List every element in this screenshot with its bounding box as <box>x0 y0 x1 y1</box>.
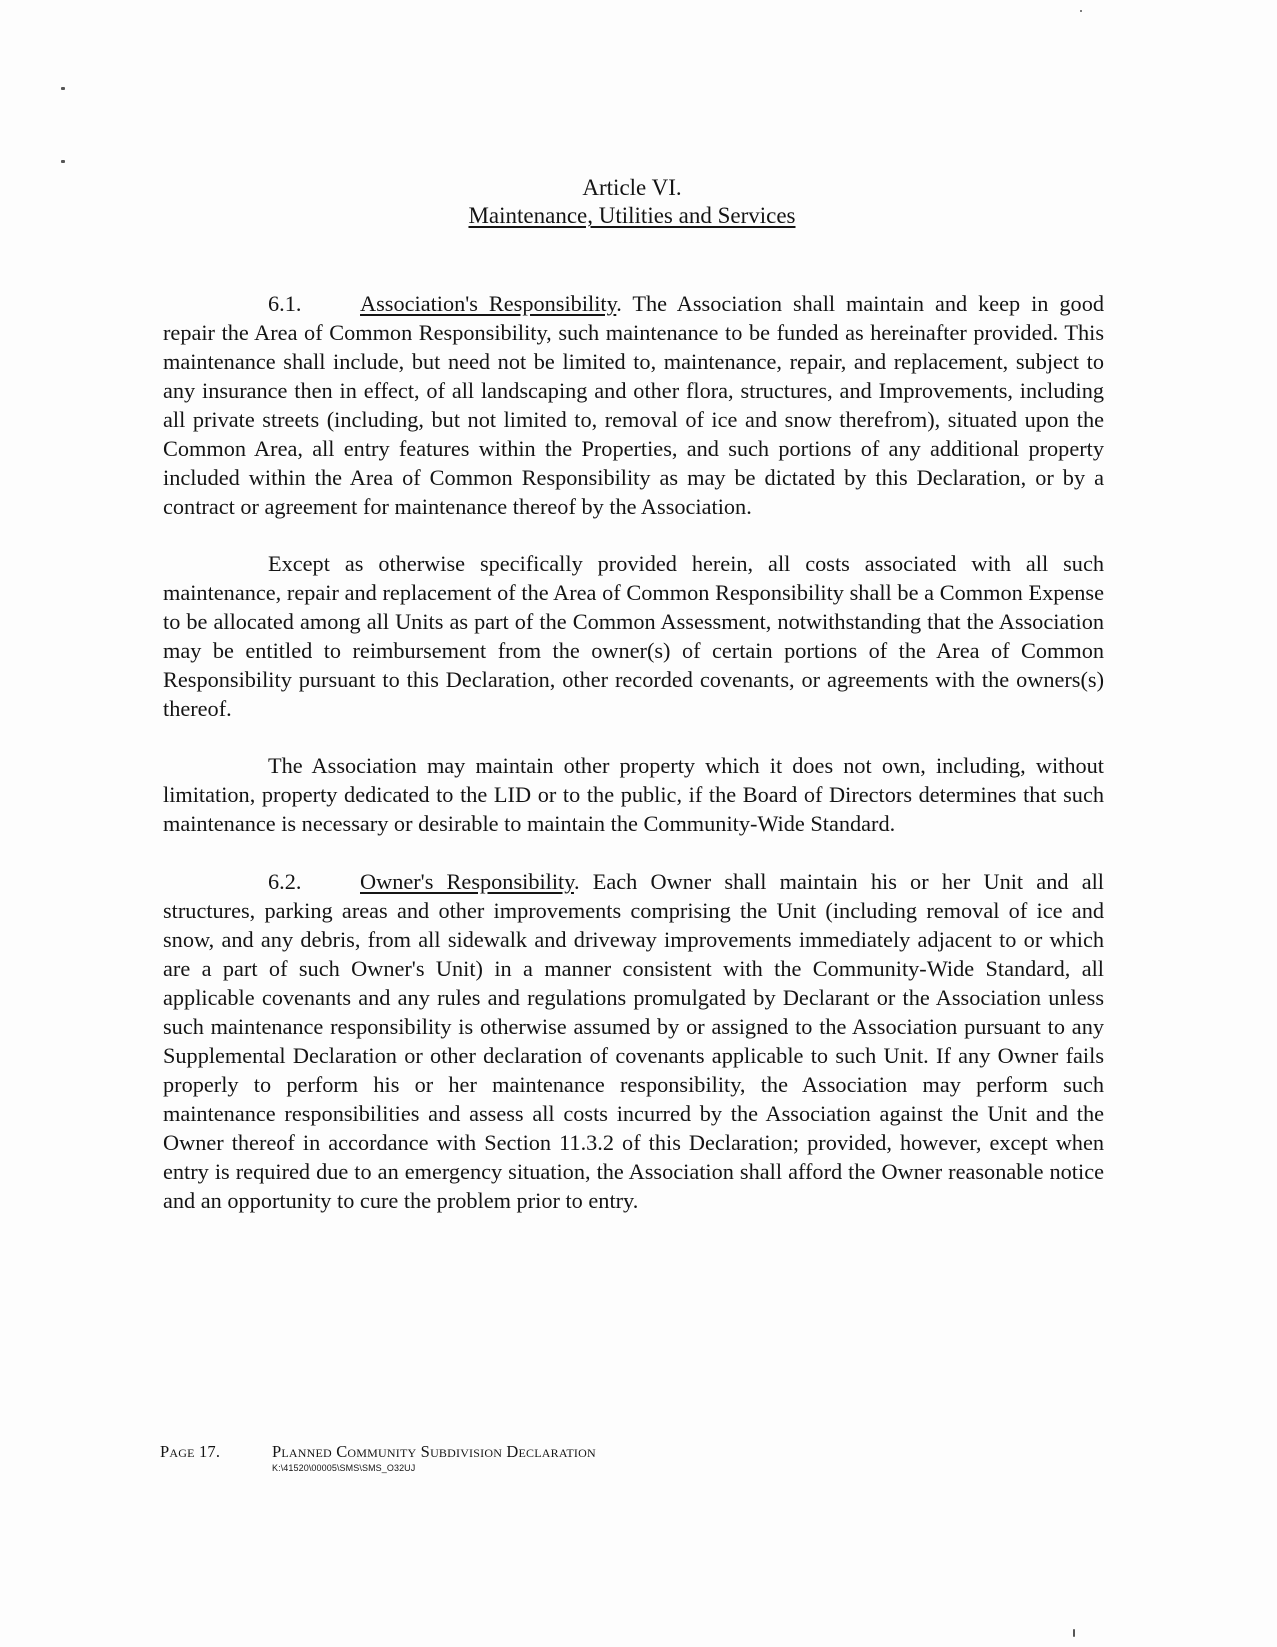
article-header <box>160 174 1104 230</box>
section-heading: Association's Responsibility <box>360 291 617 316</box>
scan-speck <box>61 87 65 90</box>
scan-speck <box>61 160 65 163</box>
document-body <box>163 289 1104 1215</box>
page-footer <box>160 1442 596 1473</box>
section-heading: Owner's Responsibility <box>360 869 574 894</box>
section-text: . Each Owner shall maintain his or her Unit and all structures, parking areas and other improvements comprising the Unit (including removal of ice and snow, and any debris, from all sidewalk and driveway improvements immediately adjacent to or which are a part of such Owner's Unit) in a manner consistent with the Community-Wide Standard, all applicable covenants and any rules and regulations promulgated by Declarant or the Association unless such maintenance responsibility is otherwise assumed by or assigned to the Association pursuant to any Supplemental Declaration or other declaration of covenants applicable to such Unit. If any Owner fails properly to perform his or her maintenance responsibility, the Association may perform such maintenance responsibilities and assess all costs incurred by the Association against the Unit and the Owner thereof in accordance with Section 11.3.2 of this Declaration; provided, however, except when entry is required due to an emergency situation, the Association shall afford the Owner reasonable notice and an opportunity to cure the problem prior to entry. <box>163 869 1104 1213</box>
file-path: K:\41520\00005\SMS\SMS_O32UJ <box>272 1463 416 1473</box>
paragraph-other-property: The Association may maintain other property which it does not own, including, without limitation, property dedicated to the LID or to the public, if the Board of Directors determines that such maintenance is necessary or desirable to maintain the Community-Wide Standard. <box>163 753 1104 836</box>
section-6-1 <box>163 289 1104 521</box>
scan-speck <box>1073 1629 1075 1637</box>
section-number: 6.2. <box>268 869 302 894</box>
scan-speck <box>1080 10 1082 12</box>
article-subtitle: Maintenance, Utilities and Services <box>468 203 796 228</box>
paragraph-costs: Except as otherwise specifically provided herein, all costs associated with all such maintenance, repair and replacement of the Area of Common Responsibility shall be a Common Expense to be allocated among all Units as part of the Common Assessment, notwithstanding that the Association may be entitled to reimbursement from the owner(s) of certain portions of the Area of Common Responsibility pursuant to this Declaration, other recorded covenants, or agreements with the owners(s) thereof. <box>163 551 1104 721</box>
section-text: . The Association shall maintain and keep in good repair the Area of Common Responsibility, such maintenance to be funded as hereinafter provided. This maintenance shall include, but need not be limited to, maintenance, repair, and replacement, subject to any insurance then in effect, of all landscaping and other flora, structures, and Improvements, including all private streets (including, but not limited to, removal of ice and snow therefrom), situated upon the Common Area, all entry features within the Properties, and such portions of any additional property included within the Area of Common Responsibility as may be dictated by this Declaration, or by a contract or agreement for maintenance thereof by the Association. <box>163 291 1104 519</box>
article-title: Article VI. <box>582 175 682 200</box>
section-6-2 <box>163 867 1104 1215</box>
page-number: Page 17. <box>160 1442 221 1461</box>
document-title: Planned Community Subdivision Declaration <box>272 1442 596 1461</box>
section-number: 6.1. <box>268 291 302 316</box>
